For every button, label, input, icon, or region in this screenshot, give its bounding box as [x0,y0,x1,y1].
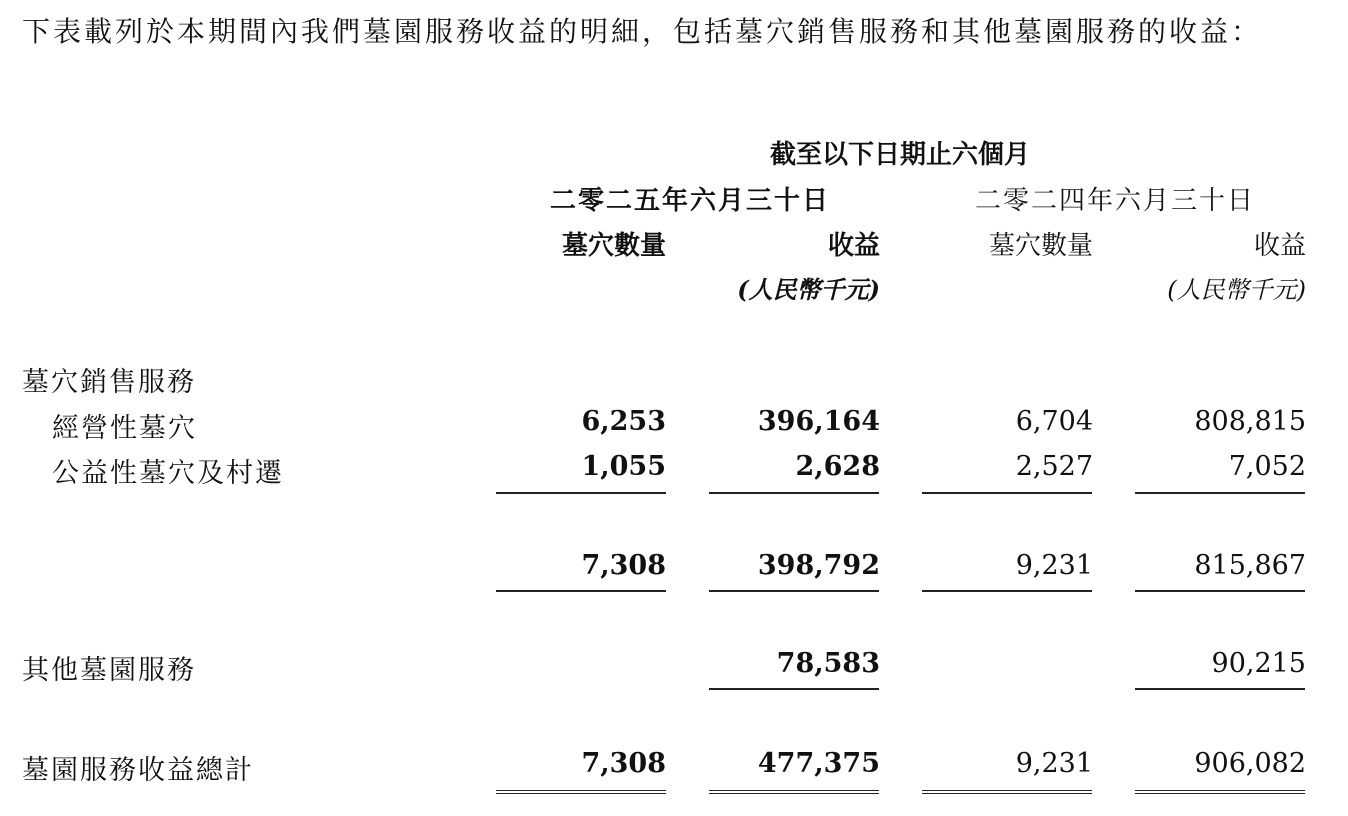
subtotal-plots-2024: 9,231 [1015,550,1093,581]
subtotal-plots-2025: 7,308 [581,550,666,581]
operating-revenue-2024: 808,815 [1194,406,1306,437]
subtotal-revenue-2024: 815,867 [1194,550,1306,581]
year-2025-header: 二零二五年六月三十日 [549,186,830,216]
rule-line [1135,492,1305,494]
operating-revenue-2025: 396,164 [757,406,880,437]
double-rule-line [709,790,879,796]
rule-line [709,492,879,494]
rule-line [1135,590,1305,592]
rule-line [709,688,879,690]
rule-line [496,492,666,494]
total-revenue-2025: 477,375 [757,748,880,779]
public-revenue-2025: 2,628 [795,451,880,482]
total-revenue-2024: 906,082 [1194,748,1306,779]
rule-line [922,492,1092,494]
public-revenue-2024: 7,052 [1228,451,1306,482]
operating-plots-2025: 6,253 [581,406,666,437]
rule-line [1135,688,1305,690]
total-plots-2024: 9,231 [1015,748,1093,779]
public-plots-2025: 1,055 [581,451,666,482]
rule-line [922,590,1092,592]
intro-paragraph: 下表載列於本期間內我們墓園服務收益的明細，包括墓穴銷售服務和其他墓園服務的收益： [22,15,1263,48]
period-header: 截至以下日期止六個月 [769,140,1030,170]
col-revenue-2024-header: 收益 [1253,231,1306,261]
public-plots-2024: 2,527 [1015,451,1093,482]
subtotal-revenue-2025: 398,792 [757,550,880,581]
other-revenue-2024: 90,215 [1211,648,1306,679]
section-plot-sales-label: 墓穴銷售服務 [22,367,196,398]
total-label: 墓園服務收益總計 [22,755,254,786]
public-plots-label: 公益性墓穴及村遷 [52,458,284,489]
double-rule-line [1135,790,1305,796]
year-2024-header: 二零二四年六月三十日 [974,186,1255,216]
unit-2024-label: (人民幣千元) [1167,276,1306,304]
unit-2025-label: (人民幣千元) [737,275,880,304]
operating-plots-2024: 6,704 [1015,406,1093,437]
rule-line [709,590,879,592]
col-revenue-2025-header: 收益 [827,231,880,261]
col-plots-2024-header: 墓穴數量 [988,231,1093,261]
total-plots-2025: 7,308 [581,748,666,779]
other-services-label: 其他墓園服務 [22,655,196,686]
col-plots-2025-header: 墓穴數量 [561,231,666,261]
double-rule-line [922,790,1092,796]
double-rule-line [496,790,666,796]
rule-line [496,590,666,592]
other-revenue-2025: 78,583 [776,648,880,679]
operating-plots-label: 經營性墓穴 [52,413,197,444]
